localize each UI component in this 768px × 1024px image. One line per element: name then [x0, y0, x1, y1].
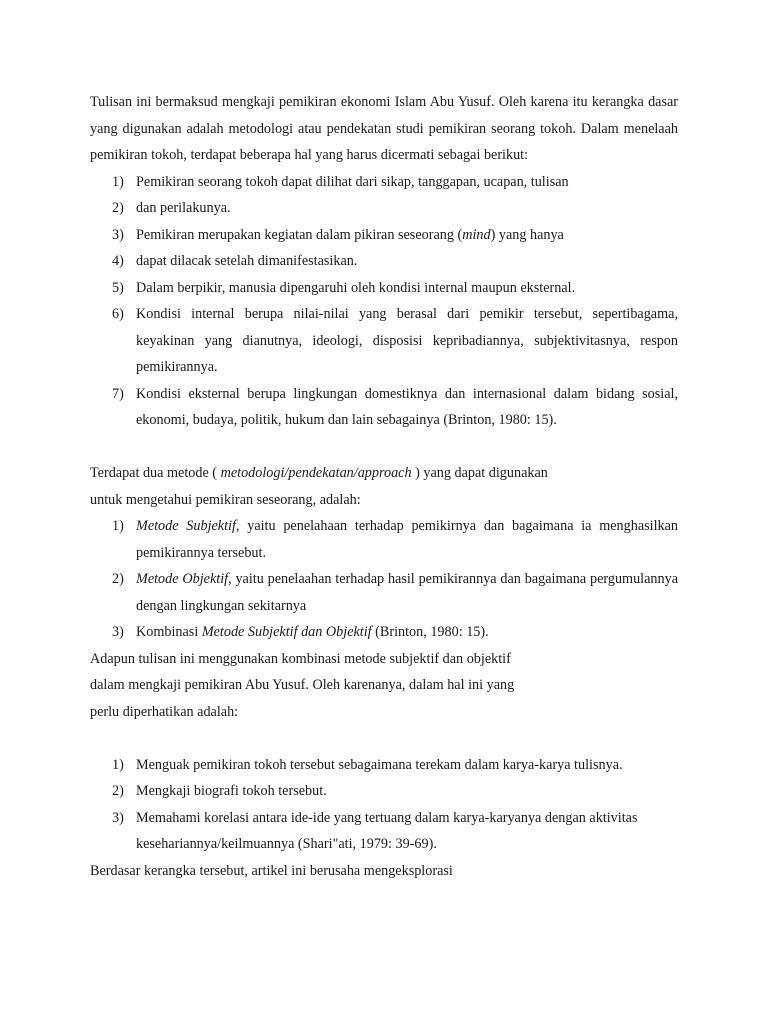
list-item: 2) dan perilakunya. [112, 200, 231, 216]
methods-intro-line2: untuk mengetahui pemikiran seseorang, adalah: [90, 491, 361, 508]
list-item: 2) Metode Objektif, yaitu penelaahan terhadap hasil pemikirannya dan bagaimana pergumulannya dengan lingkungan sekitarnya [112, 571, 678, 614]
document-page [90, 89, 678, 884]
list-item: 5) Dalam berpikir, manusia dipengaruhi oleh kondisi internal maupun eksternal. [112, 279, 576, 296]
considerations-list [90, 169, 678, 434]
list-item: 3) Memahami korelasi antara ide-ide yang tertuang dalam karya-karyanya dengan aktivitas kesehariannya/keilmuannya (Shari"ati, 1979: 39-69). [112, 809, 638, 852]
steps-list [90, 752, 678, 858]
list-item: 3) Pemikiran merupakan kegiatan dalam pikiran seseorang (mind) yang hanya [112, 226, 564, 243]
intro-paragraph: Tulisan ini bermaksud mengkaji pemikiran ekonomi Islam Abu Yusuf. Oleh karena itu kerangka dasar yang digunakan adalah metodologi atau pendekatan studi pemikiran seorang tokoh. Dalam menelaah pemikiran tokoh, terdapat beberapa hal yang harus dicermati sebagai berikut: [90, 94, 678, 163]
spacer [90, 434, 678, 461]
methods-list [90, 513, 678, 646]
list-item: 7) Kondisi eksternal berupa lingkungan domestiknya dan internasional dalam bidang sosial, ekonomi, budaya, politik, hukum dan lain sebagainya (Brinton, 1980: 15). [112, 385, 678, 428]
list-item: 2) Mengkaji biografi tokoh tersebut. [112, 783, 327, 799]
list-item: 1) Pemikiran seorang tokoh dapat dilihat dari sikap, tanggapan, ucapan, tulisan [112, 173, 569, 190]
list-item: 1) Menguak pemikiran tokoh tersebut sebagaimana terekam dalam karya-karya tulisnya. [112, 756, 623, 773]
closing-line: Berdasar kerangka tersebut, artikel ini berusaha mengeksplorasi [90, 862, 453, 879]
methods-intro: Terdapat dua metode ( metodologi/pendekatan/approach ) yang dapat digunakan [90, 465, 548, 481]
list-item: 4) dapat dilacak setelah dimanifestasikan. [112, 253, 358, 269]
list-item: 3) Kombinasi Metode Subjektif dan Objektif (Brinton, 1980: 15). [112, 624, 489, 640]
list-item: 6) Kondisi internal berupa nilai-nilai yang berasal dari pemikir tersebut, sepertibagama, keyakinan yang dianutnya, ideologi, disposisi kepribadiannya, subjektivitasnya, respon pemikirannya. [112, 306, 678, 375]
approach-line: Adapun tulisan ini menggunakan kombinasi metode subjektif dan objektif [90, 650, 511, 667]
list-item: 1) Metode Subjektif, yaitu penelahaan terhadap pemikirnya dan bagaimana ia menghasilkan pemikirannya tersebut. [112, 518, 679, 561]
spacer [90, 725, 678, 752]
approach-line: dalam mengkaji pemikiran Abu Yusuf. Oleh karenanya, dalam hal ini yang [90, 677, 515, 693]
approach-line: perlu diperhatikan adalah: [90, 703, 239, 720]
